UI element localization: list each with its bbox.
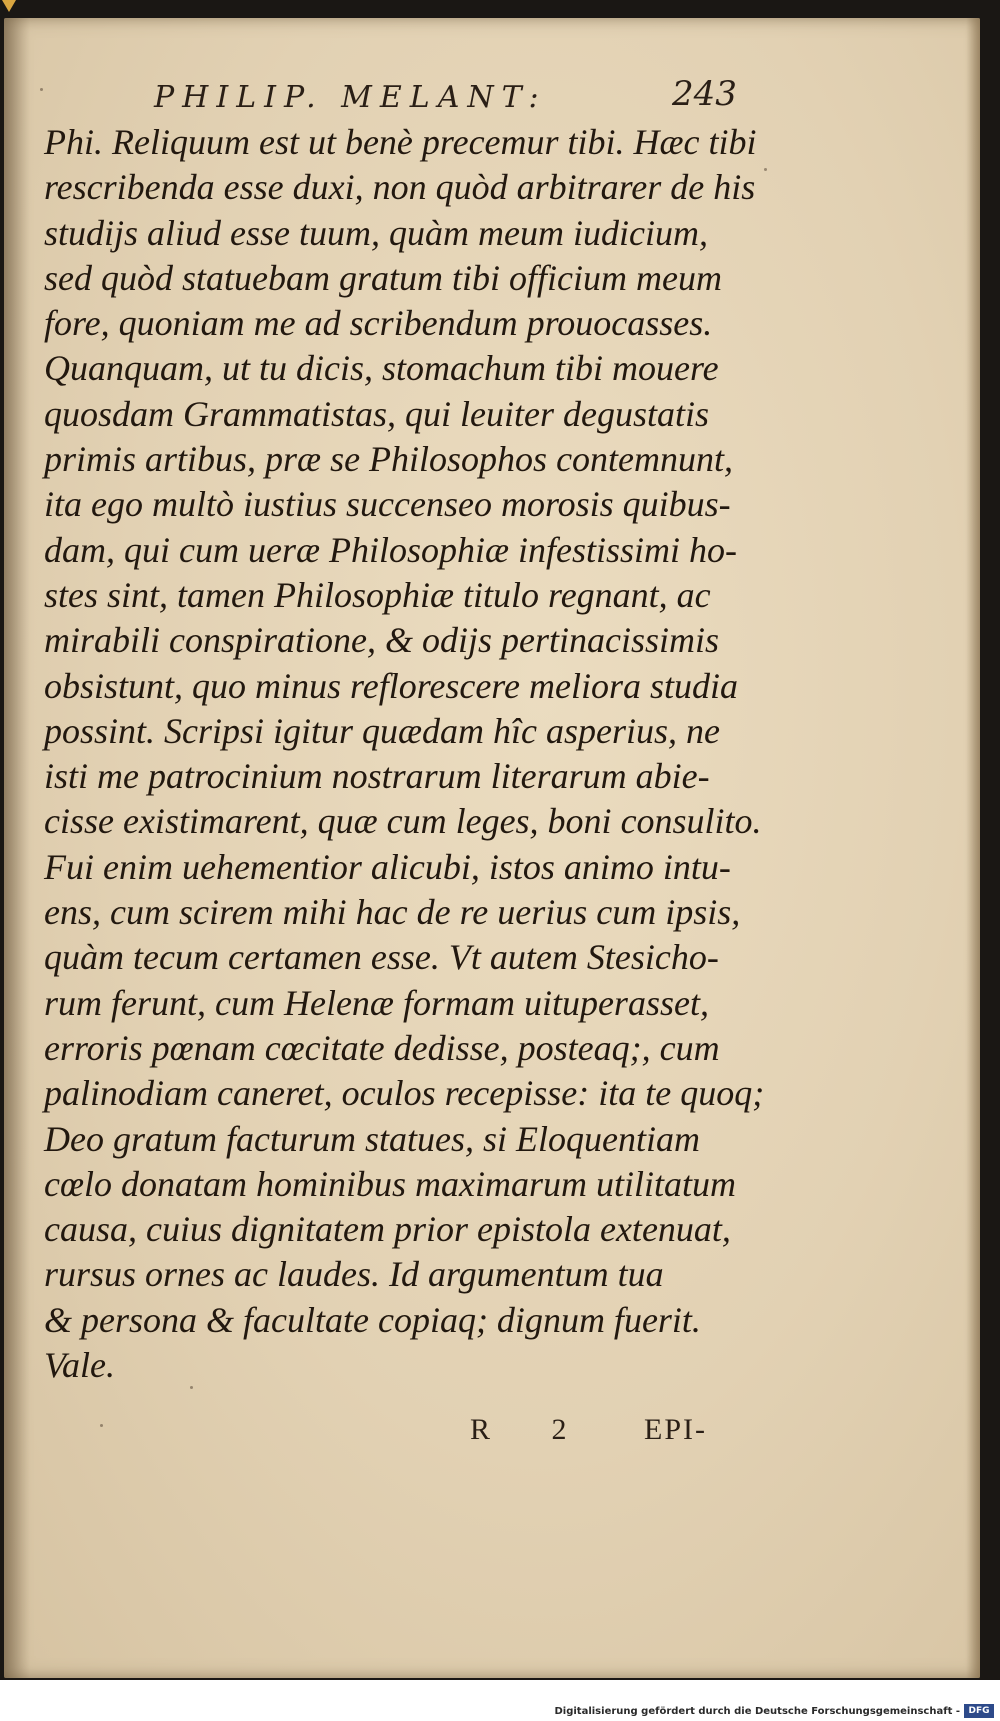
text-line: mirabili conspiratione, & odijs pertinacissimis bbox=[44, 620, 720, 661]
text-line: isti me patrocinium nostrarum literarum abie- bbox=[44, 756, 710, 797]
paper-speck bbox=[100, 1424, 103, 1427]
text-line: obsistunt, quo minus reflorescere meliora studia bbox=[44, 665, 738, 706]
running-head: PHILIP. MELANT: bbox=[154, 80, 547, 115]
text-line: rum ferunt, cum Helenæ formam uituperasset, bbox=[44, 982, 709, 1023]
paper-speck bbox=[190, 1386, 193, 1389]
text-line: sed quòd statuebam gratum tibi officium meum bbox=[44, 257, 722, 298]
text-line: rursus ornes ac laudes. Id argumentum tua bbox=[44, 1254, 664, 1295]
text-line: quàm tecum certamen esse. Vt autem Stesicho- bbox=[44, 937, 719, 978]
corner-marker-icon bbox=[2, 0, 16, 12]
text-line: possint. Scripsi igitur quædam hîc asperius, ne bbox=[44, 710, 721, 751]
signature-line bbox=[470, 1413, 707, 1447]
signature-number: 2 bbox=[551, 1413, 567, 1446]
text-line: erroris pœnam cœcitate dedisse, posteaq;, cum bbox=[44, 1027, 720, 1068]
paper-speck bbox=[764, 168, 767, 171]
text-line: & persona & facultate copiaq; dignum fuerit. bbox=[44, 1299, 701, 1340]
text-line: Vale. bbox=[44, 1345, 115, 1386]
paper-speck bbox=[40, 88, 43, 91]
text-line: ens, cum scirem mihi hac de re uerius cum ipsis, bbox=[44, 892, 741, 933]
text-line: dam, qui cum ueræ Philosophiæ infestissimi ho- bbox=[44, 529, 737, 570]
catchword: EPI- bbox=[644, 1413, 708, 1446]
page-gutter-shadow bbox=[4, 18, 30, 1678]
signature-letter: R bbox=[470, 1413, 491, 1446]
text-line: palinodiam caneret, oculos recepisse: ita te quoq; bbox=[44, 1073, 765, 1114]
text-line: rescribenda esse duxi, non quòd arbitrarer de his bbox=[44, 167, 756, 208]
text-line: Deo gratum facturum statues, si Eloquentiam bbox=[44, 1118, 700, 1159]
funding-credit: Digitalisierung gefördert durch die Deutsche Forschungsgemeinschaft - bbox=[554, 1706, 960, 1717]
text-line: ita ego multò iustius succenseo morosis quibus- bbox=[44, 484, 731, 525]
page-number: 243 bbox=[672, 74, 737, 114]
text-line: Phi. Reliquum est ut benè precemur tibi. Hæc tibi bbox=[44, 122, 757, 162]
text-line: Quanquam, ut tu dicis, stomachum tibi mouere bbox=[44, 348, 719, 389]
text-line: cœlo donatam hominibus maximarum utilitatum bbox=[44, 1163, 736, 1204]
text-line: stes sint, tamen Philosophiæ titulo regnant, ac bbox=[44, 574, 711, 615]
text-line: cisse existimarent, quæ cum leges, boni consulito. bbox=[44, 801, 762, 842]
page-edge-shadow bbox=[966, 18, 980, 1678]
body-text bbox=[44, 120, 764, 1388]
book-page bbox=[4, 18, 980, 1678]
text-line: quosdam Grammatistas, qui leuiter degustatis bbox=[44, 393, 710, 434]
text-line: studijs aliud esse tuum, quàm meum iudicium, bbox=[44, 212, 708, 253]
text-line: fore, quoniam me ad scribendum prouocasses. bbox=[44, 303, 713, 344]
dfg-logo-icon: DFG bbox=[964, 1704, 994, 1718]
text-line: causa, cuius dignitatem prior epistola extenuat, bbox=[44, 1209, 731, 1250]
text-line: primis artibus, præ se Philosophos contemnunt, bbox=[44, 439, 734, 480]
text-line: Fui enim uehementior alicubi, istos animo intu- bbox=[44, 846, 731, 887]
